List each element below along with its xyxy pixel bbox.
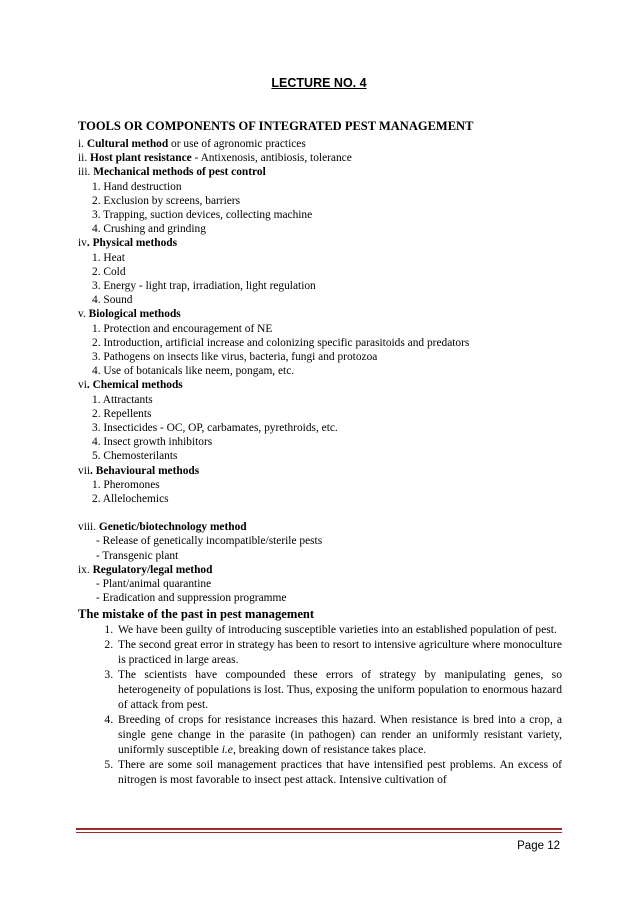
component-number: ii. (78, 152, 91, 165)
component-heading (78, 520, 562, 534)
component-name: . Chemical methods (86, 379, 183, 392)
component-name: Regulatory/legal method (92, 563, 213, 576)
mistake-text: The scientists have compounded these errors of strategy by manipulating genes, so heterogeneity of populations is lost. Thus, exposing the uniform population to enormous hazard of attack from pest. (118, 667, 562, 711)
component-subitem: - Transgenic plant (96, 549, 179, 562)
footer-rule-thin (76, 832, 562, 833)
component-name: Cultural method (86, 138, 169, 150)
component-subitem: 4. Insect growth inhibitors (92, 436, 213, 449)
component-number: iii. (78, 166, 94, 179)
component-subitem: 2. Introduction, artificial increase and colonizing specific parasitoids and predators (92, 336, 470, 349)
component-subitem: 4. Crushing and grinding (92, 223, 206, 236)
component-subitem: 3. Trapping, suction devices, collecting machine (92, 209, 313, 222)
mistake-item (116, 712, 562, 757)
component-number: i. (78, 138, 87, 150)
mistake-item (116, 757, 562, 787)
component-subitem: 4. Sound (92, 294, 133, 307)
mistakes-list (78, 622, 562, 787)
component-number: iv (78, 237, 87, 250)
component-name: Genetic/biotechnology method (98, 521, 247, 534)
component-heading (78, 307, 562, 321)
component-subitem: 2. Repellents (92, 407, 152, 420)
component-name: . Physical methods (86, 237, 178, 250)
component-subitem: 1. Pheromones (92, 478, 160, 491)
component-subitem: 2. Exclusion by screens, barriers (92, 194, 241, 207)
component-heading (78, 236, 562, 250)
component-description: or use of agronomic practices (168, 138, 306, 150)
page-content (78, 118, 562, 787)
component-subitem: 3. Insecticides - OC, OP, carbamates, pyrethroids, etc. (92, 422, 338, 435)
component-name: Mechanical methods of pest control (93, 166, 266, 179)
mistake-italic-text: i.e (221, 742, 233, 756)
component-number: v. (78, 308, 89, 321)
mistake-text: There are some soil management practices that have intensified pest problems. An excess of nitrogen is most favorable to insect pest attack. Intensive cultivation of (118, 757, 562, 786)
mistake-item (116, 637, 562, 667)
component-number: vii (78, 464, 91, 477)
component-number: viii. (78, 521, 99, 534)
ipm-components-list (78, 137, 562, 606)
section-heading: TOOLS OR COMPONENTS OF INTEGRATED PEST MANAGEMENT (78, 119, 474, 133)
component-subitem: - Eradication and suppression programme (96, 592, 287, 605)
component-heading (78, 378, 562, 392)
mistake-text: Breeding of crops for resistance increases this hazard. When resistance is bred into a crop, a single gene change in the parasite (in pathogen) can render an uniformly resistant variety, uniformly susceptible (118, 712, 562, 756)
component-heading (78, 151, 562, 165)
component-subitem: 3. Pathogens on insects like virus, bacteria, fungi and protozoa (92, 351, 378, 364)
mistakes-heading: The mistake of the past in pest management (78, 606, 315, 621)
footer-rule (76, 828, 562, 830)
component-subitem: - Release of genetically incompatible/sterile pests (96, 535, 323, 548)
component-subitem: 1. Heat (92, 251, 125, 264)
component-number: vi (78, 379, 87, 392)
mistake-item (116, 622, 562, 637)
component-number: ix. (78, 563, 93, 576)
spacer (78, 506, 562, 520)
component-name: Biological methods (88, 308, 181, 321)
component-subitem: 4. Use of botanicals like neem, pongam, etc. (92, 365, 295, 378)
mistake-text: , breaking down of resistance takes place. (232, 742, 427, 756)
component-subitem: 1. Attractants (92, 393, 153, 406)
component-subitem: - Plant/animal quarantine (96, 578, 212, 591)
component-subitem: 5. Chemosterilants (92, 450, 178, 463)
component-heading (78, 563, 562, 577)
lecture-title: LECTURE NO. 4 (271, 76, 367, 90)
component-heading (78, 464, 562, 478)
page-number: Page 12 (517, 840, 560, 852)
mistake-item (116, 667, 562, 712)
component-subitem: 1. Hand destruction (92, 180, 182, 193)
component-subitem: 2. Cold (92, 265, 126, 278)
mistake-text: The second great error in strategy has been to resort to intensive agriculture where monoculture is practiced in large areas. (118, 637, 562, 666)
component-subitem: 2. Allelochemics (92, 493, 169, 506)
mistake-text: We have been guilty of introducing susceptible varieties into an established population of pest. (118, 622, 557, 636)
component-name: Host plant resistance (90, 152, 192, 165)
component-name: . Behavioural methods (90, 464, 200, 477)
component-subitem: 3. Energy - light trap, irradiation, light regulation (92, 280, 316, 293)
component-heading (78, 165, 562, 179)
component-heading (78, 137, 562, 151)
component-description: - Antixenosis, antibiosis, tolerance (191, 152, 352, 165)
component-subitem: 1. Protection and encouragement of NE (92, 322, 273, 335)
